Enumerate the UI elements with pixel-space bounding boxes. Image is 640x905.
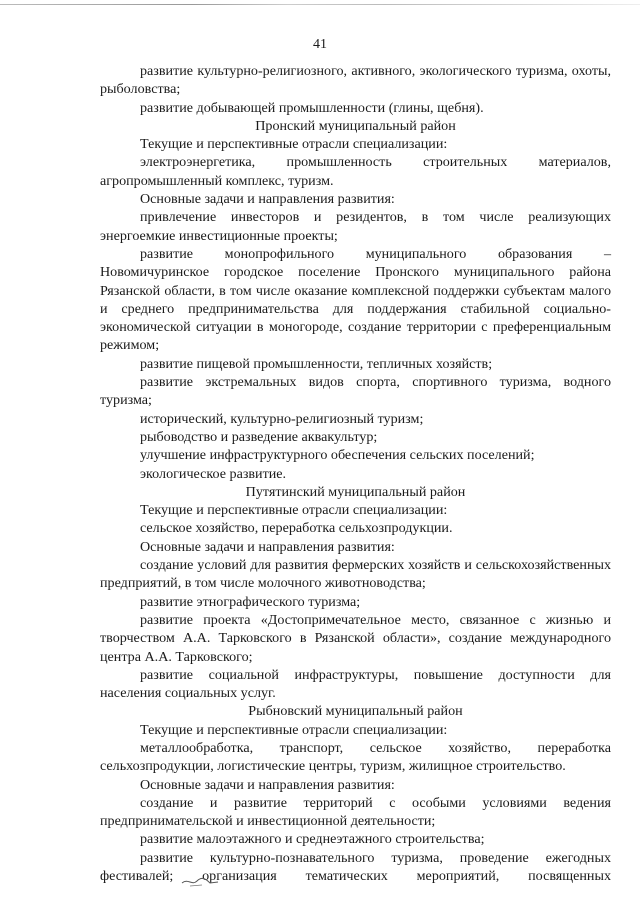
- scan-top-edge: [0, 4, 640, 5]
- paragraph: развитие монопрофильного муниципального образования – Новомичуринское городское поселение Пронского муниципального района Рязанской области, в том числе оказание комплексной поддержки субъектам малого и среднего предпринимательства для поддержания стабильной социально-экономической ситуации в моногороде, создание территории с преференциальным режимом;: [100, 245, 611, 354]
- section-heading-pronsky: Пронский муниципальный район: [255, 117, 456, 134]
- paragraph: Текущие и перспективные отрасли специализации:: [140, 721, 448, 738]
- paragraph: развитие культурно-религиозного, активного, экологического туризма, охоты, рыболовства;: [100, 63, 611, 98]
- paragraph: создание и развитие территорий с особыми условиями ведения предпринимательской и инвестиционной деятельности;: [100, 794, 611, 830]
- paragraph: Основные задачи и направления развития:: [140, 776, 395, 793]
- paragraph: привлечение инвесторов и резидентов, в том числе реализующих энергоемкие инвестиционные проекты;: [100, 209, 611, 244]
- paragraph: экологическое развитие.: [140, 465, 287, 482]
- paragraph: развитие пищевой промышленности, тепличных хозяйств;: [140, 355, 493, 372]
- paragraph: развитие добывающей промышленности (глины, щебня).: [140, 99, 484, 116]
- paragraph: Основные задачи и направления развития:: [140, 538, 395, 555]
- paragraph: развитие проекта «Достопримечательное место, связанное с жизнью и творчеством А.А. Тарковского в Рязанской области», создание международного центра А.А. Тарковского;: [100, 611, 611, 665]
- paragraph: развитие экстремальных видов спорта, спортивного туризма, водного туризма;: [100, 374, 611, 409]
- paragraph: исторический, культурно-религиозный туризм;: [140, 410, 424, 427]
- paragraph: Текущие и перспективные отрасли специализации:: [140, 502, 448, 519]
- signature-mark: [180, 874, 220, 890]
- paragraph: улучшение инфраструктурного обеспечения сельских поселений;: [140, 447, 535, 464]
- section-heading-putyatinsky: Путятинский муниципальный район: [245, 483, 466, 500]
- paragraph: металлообработка, транспорт, сельское хозяйство, переработка сельхозпродукции, логистические центры, туризм, жилищное строительство.: [100, 739, 611, 775]
- paragraph: развитие малоэтажного и среднеэтажного строительства;: [140, 831, 485, 848]
- page-number: 41: [313, 37, 327, 52]
- section-heading-rybnovsky: Рыбновский муниципальный район: [248, 703, 463, 720]
- paragraph: развитие этнографического туризма;: [140, 593, 361, 610]
- paragraph: развитие социальной инфраструктуры, повышение доступности для населения социальных услуг.: [100, 666, 611, 702]
- paragraph: сельское хозяйство, переработка сельхозпродукции.: [140, 520, 453, 537]
- paragraph: электроэнергетика, промышленность строительных материалов, агропромышленный комплекс, туризм.: [100, 154, 611, 189]
- paragraph: развитие культурно-познавательного туризма, проведение ежегодных фестивалей; организация тематических мероприятий, посвященных: [100, 849, 611, 885]
- paragraph: рыбоводство и разведение аквакультур;: [140, 428, 378, 445]
- document-body: [100, 62, 611, 885]
- paragraph: создание условий для развития фермерских хозяйств и сельскохозяйственных предприятий, в том числе молочного животноводства;: [100, 557, 611, 592]
- paragraph: Текущие и перспективные отрасли специализации:: [140, 136, 448, 153]
- paragraph: Основные задачи и направления развития:: [140, 191, 395, 208]
